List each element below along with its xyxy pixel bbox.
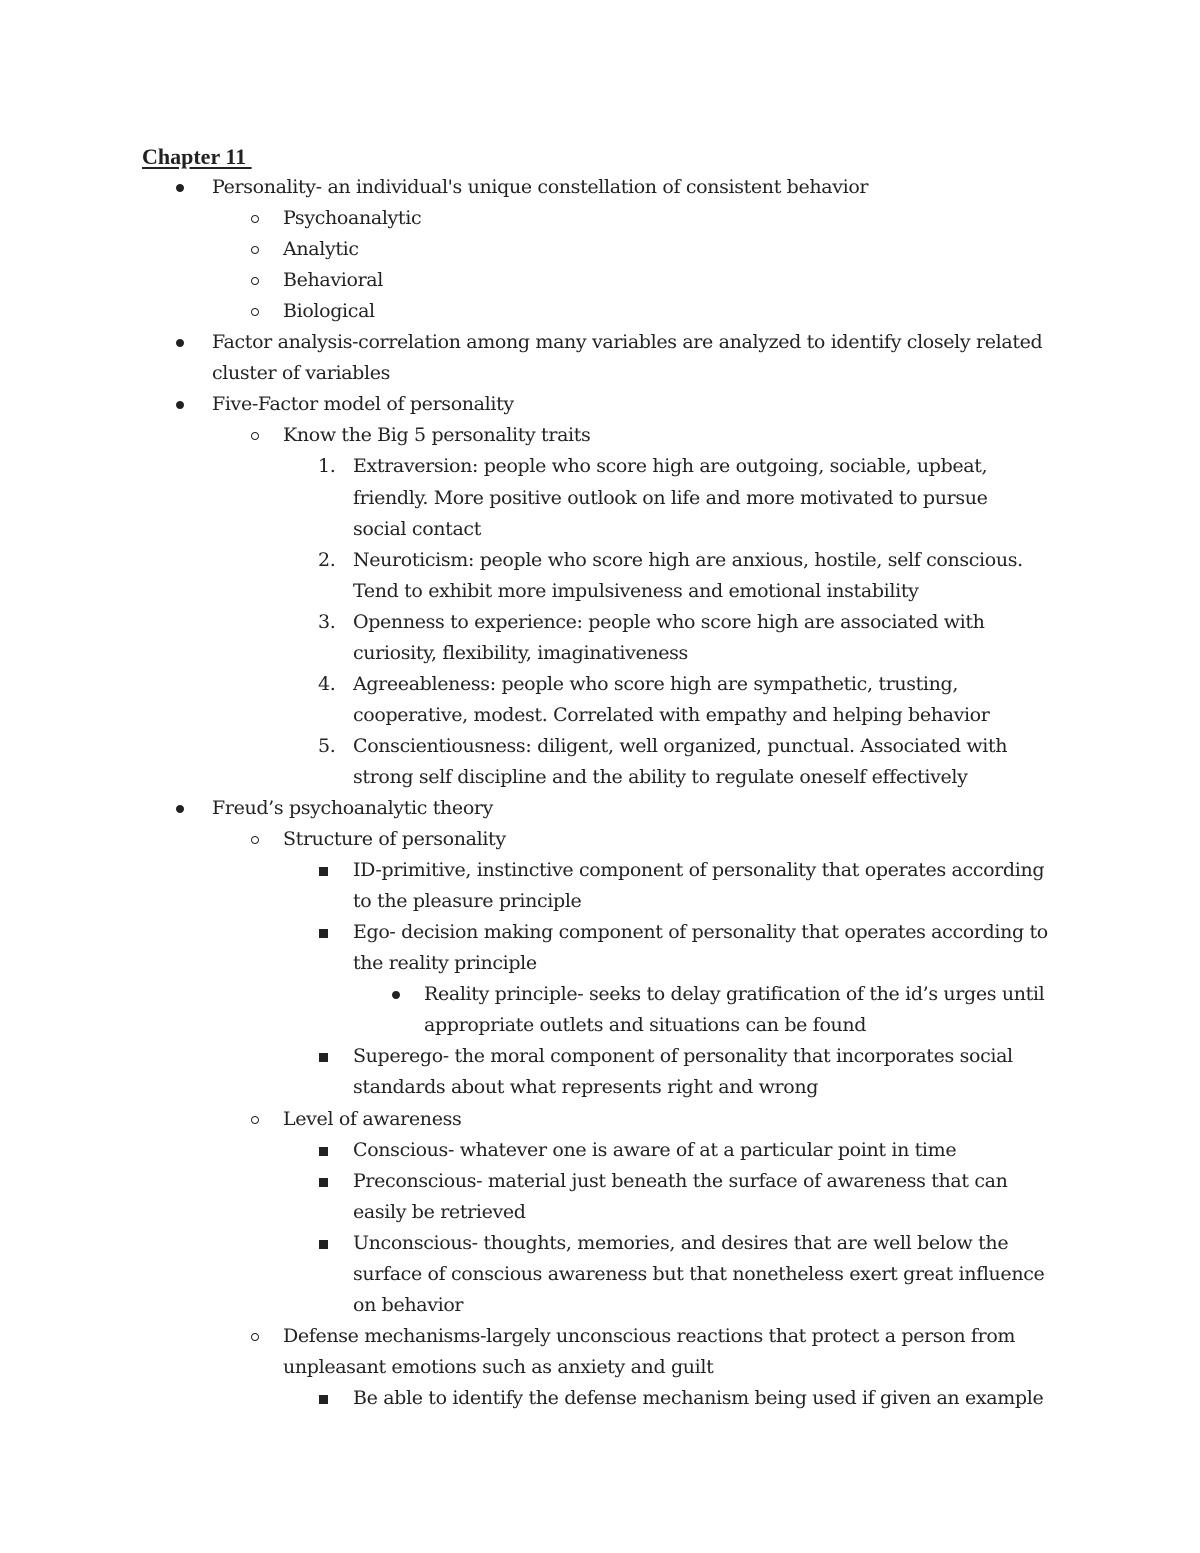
list-item <box>0 234 1200 265</box>
list-item-text: appropriate outlets and situations can be found <box>424 1014 867 1036</box>
square-bullet-icon <box>319 1383 328 1414</box>
page-title: Chapter 11 <box>142 144 252 169</box>
list-item <box>0 700 1200 731</box>
list-item <box>0 1383 1200 1414</box>
list-item-text: Know the Big 5 personality traits <box>283 424 591 446</box>
list-item <box>0 296 1200 327</box>
list-item-text: Openness to experience: people who score high are associated with <box>353 611 985 633</box>
circle-bullet-icon <box>251 1104 259 1135</box>
list-item <box>0 514 1200 545</box>
list-item <box>0 1290 1200 1321</box>
list-item-text: Analytic <box>283 238 359 260</box>
list-item-text: Biological <box>283 300 375 322</box>
list-item-text: Tend to exhibit more impulsiveness and emotional instability <box>353 580 919 602</box>
list-item <box>0 1072 1200 1103</box>
list-item <box>0 545 1200 576</box>
square-bullet-icon <box>319 1166 328 1197</box>
circle-bullet-icon <box>251 265 259 296</box>
square-bullet-icon <box>319 1135 328 1166</box>
list-item <box>0 451 1200 482</box>
square-bullet-icon <box>319 917 328 948</box>
list-item-text: cooperative, modest. Correlated with empathy and helping behavior <box>353 704 990 726</box>
list-item <box>0 172 1200 203</box>
list-item-text: Conscious- whatever one is aware of at a particular point in time <box>353 1139 957 1161</box>
circle-bullet-icon <box>251 234 259 265</box>
list-item <box>0 389 1200 420</box>
square-bullet-icon <box>319 855 328 886</box>
list-number: 5. <box>318 735 336 757</box>
list-item <box>0 420 1200 451</box>
list-item <box>0 1010 1200 1041</box>
list-item <box>0 762 1200 793</box>
list-item-text: Personality- an individual's unique constellation of consistent behavior <box>212 176 869 198</box>
list-item-text: curiosity, flexibility, imaginativeness <box>353 642 688 664</box>
list-item <box>0 327 1200 358</box>
square-bullet-icon <box>319 1228 328 1259</box>
disc-bullet-icon <box>176 793 184 824</box>
list-item-text: easily be retrieved <box>353 1201 526 1223</box>
circle-bullet-icon <box>251 296 259 327</box>
list-item-text: strong self discipline and the ability to regulate oneself effectively <box>353 766 968 788</box>
list-item <box>0 576 1200 607</box>
list-item-text: on behavior <box>353 1294 464 1316</box>
list-item <box>0 855 1200 886</box>
disc-bullet-icon <box>176 389 184 420</box>
disc-bullet-icon <box>176 327 184 358</box>
list-item-text: Ego- decision making component of personality that operates according to <box>353 921 1048 943</box>
list-item <box>0 638 1200 669</box>
list-item-text: Psychoanalytic <box>283 207 422 229</box>
list-item <box>0 265 1200 296</box>
circle-bullet-icon <box>251 203 259 234</box>
list-item-text: surface of conscious awareness but that nonetheless exert great influence <box>353 1263 1045 1285</box>
circle-bullet-icon <box>251 824 259 855</box>
list-item-text: unpleasant emotions such as anxiety and guilt <box>283 1356 714 1378</box>
list-item <box>0 1197 1200 1228</box>
list-item-text: cluster of variables <box>212 362 390 384</box>
disc-bullet-icon <box>176 172 184 203</box>
list-item <box>0 669 1200 700</box>
list-item <box>0 1259 1200 1290</box>
square-bullet-icon <box>319 1041 328 1072</box>
list-item <box>0 607 1200 638</box>
list-item <box>0 886 1200 917</box>
list-number: 2. <box>318 549 336 571</box>
list-item-text: ID-primitive, instinctive component of personality that operates according <box>353 859 1045 881</box>
list-item-text: Structure of personality <box>283 828 506 850</box>
list-item-text: Freud’s psychoanalytic theory <box>212 797 494 819</box>
list-item-text: Agreeableness: people who score high are sympathetic, trusting, <box>353 673 959 695</box>
disc-bullet-icon <box>392 979 400 1010</box>
list-item <box>0 203 1200 234</box>
list-item <box>0 979 1200 1010</box>
list-item <box>0 731 1200 762</box>
list-number: 3. <box>318 611 336 633</box>
list-item <box>0 1321 1200 1352</box>
list-item-text: Neuroticism: people who score high are anxious, hostile, self conscious. <box>353 549 1023 571</box>
list-item <box>0 1135 1200 1166</box>
list-item-text: friendly. More positive outlook on life and more motivated to pursue <box>353 487 988 509</box>
list-item-text: Be able to identify the defense mechanism being used if given an example <box>353 1387 1044 1409</box>
list-item-text: Reality principle- seeks to delay gratification of the id’s urges until <box>424 983 1045 1005</box>
list-item-text: Conscientiousness: diligent, well organized, punctual. Associated with <box>353 735 1008 757</box>
list-item <box>0 1228 1200 1259</box>
list-item-text: Superego- the moral component of personality that incorporates social <box>353 1045 1013 1067</box>
list-item-text: social contact <box>353 518 482 540</box>
circle-bullet-icon <box>251 420 259 451</box>
list-item <box>0 1352 1200 1383</box>
list-item <box>0 917 1200 948</box>
list-item <box>0 1104 1200 1135</box>
list-item <box>0 483 1200 514</box>
list-item-text: standards about what represents right and wrong <box>353 1076 819 1098</box>
list-item-text: to the pleasure principle <box>353 890 582 912</box>
list-item-text: Five-Factor model of personality <box>212 393 514 415</box>
list-number: 4. <box>318 673 336 695</box>
list-item-text: Unconscious- thoughts, memories, and desires that are well below the <box>353 1232 1009 1254</box>
list-item-text: Defense mechanisms-largely unconscious reactions that protect a person from <box>283 1325 1016 1347</box>
list-item-text: Level of awareness <box>283 1108 462 1130</box>
list-item-text: Preconscious- material just beneath the surface of awareness that can <box>353 1170 1008 1192</box>
list-item <box>0 948 1200 979</box>
list-item <box>0 824 1200 855</box>
list-item-text: Factor analysis-correlation among many variables are analyzed to identify closely related <box>212 331 1043 353</box>
list-item <box>0 358 1200 389</box>
list-item <box>0 1166 1200 1197</box>
list-item <box>0 1041 1200 1072</box>
list-item-text: Behavioral <box>283 269 384 291</box>
list-item-text: the reality principle <box>353 952 537 974</box>
list-item-text: Extraversion: people who score high are outgoing, sociable, upbeat, <box>353 455 988 477</box>
list-number: 1. <box>318 455 336 477</box>
list-item <box>0 793 1200 824</box>
circle-bullet-icon <box>251 1321 259 1352</box>
